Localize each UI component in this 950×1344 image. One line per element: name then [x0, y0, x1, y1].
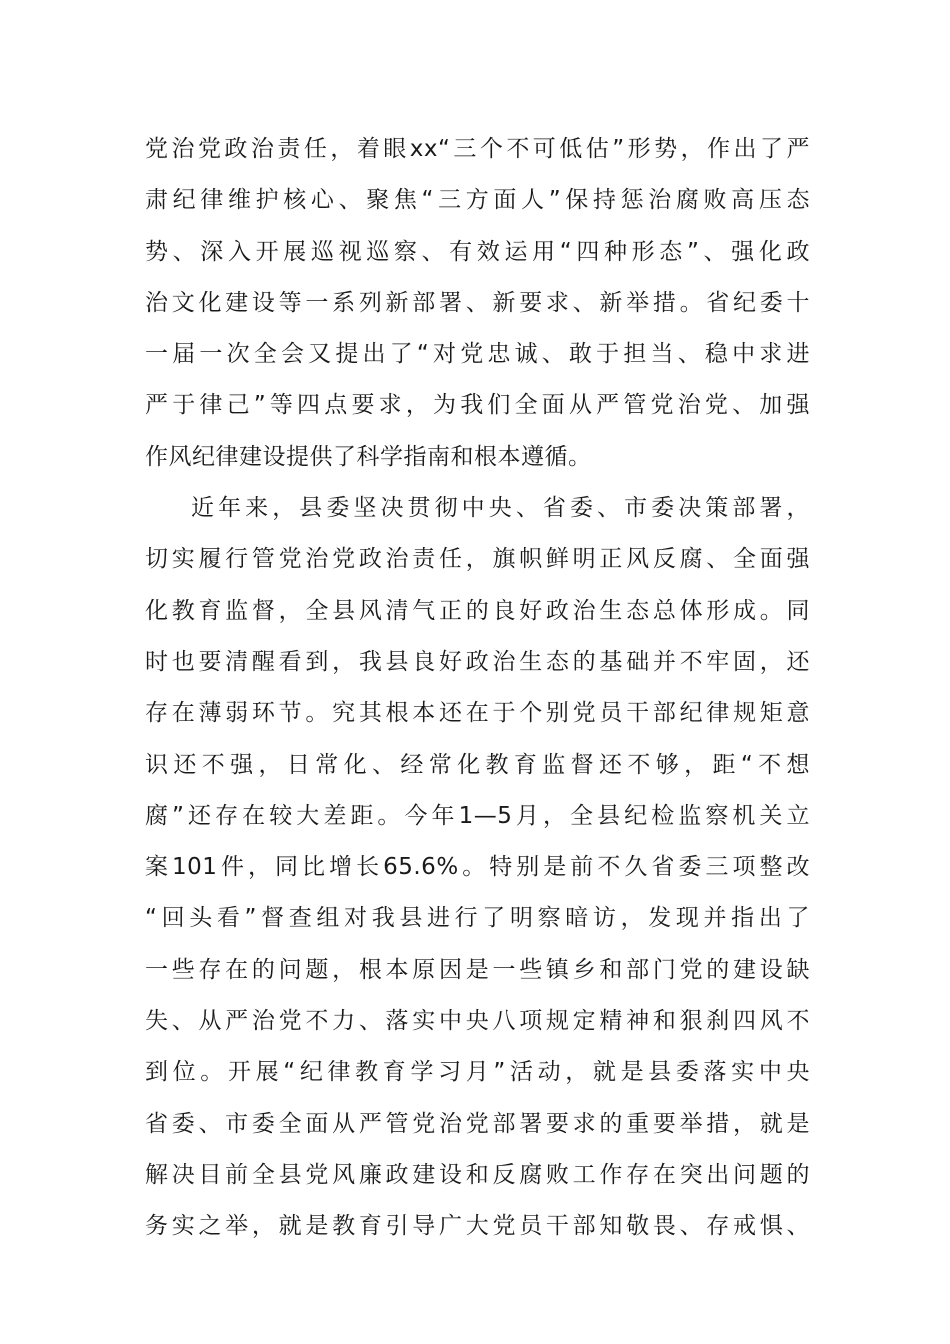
paragraph-line: 一些存在的问题，根本原因是一些镇乡和部门党的建设缺	[145, 956, 810, 983]
paragraph-line: 治文化建设等一系列新部署、新要求、新举措。省纪委十	[145, 289, 810, 316]
paragraph-line: 识还不强，日常化、经常化教育监督还不够，距“不想	[145, 751, 810, 778]
paragraph-line: 化教育监督，全县风清气正的良好政治生态总体形成。同	[145, 597, 810, 624]
paragraph-line: 时也要清醒看到，我县良好政治生态的基础并不牢固，还	[145, 648, 810, 675]
document-body	[145, 124, 810, 1253]
paragraph-line: 务实之举，就是教育引导广大党员干部知敬畏、存戒惧、	[145, 1213, 810, 1240]
paragraph-line: 切实履行管党治党政治责任，旗帜鲜明正风反腐、全面强	[145, 546, 810, 573]
paragraph-line: 作风纪律建设提供了科学指南和根本遵循。	[145, 443, 592, 470]
paragraph-line: 肃纪律维护核心、聚焦“三方面人”保持惩治腐败高压态	[145, 187, 810, 214]
paragraph-line: 严于律己”等四点要求，为我们全面从严管党治党、加强	[145, 392, 810, 419]
paragraph-line: 一届一次全会又提出了“对党忠诚、敢于担当、稳中求进	[145, 341, 810, 368]
paragraph-1	[145, 124, 810, 483]
paragraph-line: 党治党政治责任，着眼xx“三个不可低估”形势，作出了严	[145, 136, 810, 162]
paragraph-line: 到位。开展“纪律教育学习月”活动，就是县委落实中央	[145, 1059, 810, 1086]
paragraph-line: 失、从严治党不力、落实中央八项规定精神和狠刹四风不	[145, 1008, 810, 1035]
paragraph-2	[145, 483, 810, 1252]
paragraph-line: 腐”还存在较大差距。今年1—5月，全县纪检监察机关立	[145, 802, 810, 829]
paragraph-line: 省委、市委全面从严管党治党部署要求的重要举措，就是	[145, 1110, 810, 1137]
paragraph-line: 势、深入开展巡视巡察、有效运用“四种形态”、强化政	[145, 238, 810, 265]
paragraph-line: 存在薄弱环节。究其根本还在于个别党员干部纪律规矩意	[145, 700, 810, 727]
paragraph-line: 案101件，同比增长65.6%。特别是前不久省委三项整改	[145, 854, 810, 881]
paragraph-line: 近年来，县委坚决贯彻中央、省委、市委决策部署，	[191, 495, 810, 522]
paragraph-line: 解决目前全县党风廉政建设和反腐败工作存在突出问题的	[145, 1161, 810, 1188]
paragraph-line: “回头看”督查组对我县进行了明察暗访，发现并指出了	[145, 905, 810, 932]
